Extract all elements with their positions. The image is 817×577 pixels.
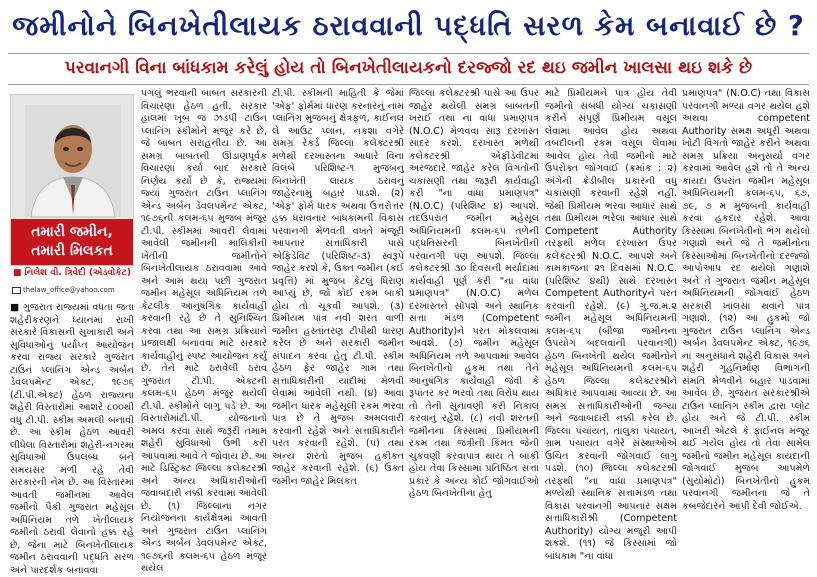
article-column-2 xyxy=(141,88,267,574)
subheadline-divider xyxy=(8,84,809,85)
article-column-5-text: માટે પ્રિમીયમને પાત્ર હોય તેવી જમીનો સબંધી યોગ્ય ચકાસણી કરીને સંપૂર્ણ પ્રિમીયમ વસૂલ લેવામાં આવેલ હોય અથવા તબદીલની રકમ વસૂલ લેવામાં આવેલ હોય તેવી જમીનો માટે ઉપરોક્ત જોગવાઈ (ક્રમાંક : ૨) અંગેની ક્રેડીબીલ પ્રકારની વધુ ચકાસણી કરવાની રહેશે નહીં. જેથી પ્રિમીયમ ભરવા આધાર સાથે તથા પ્રિમીયમ ભરેલા આધાર સાથે Competent Authority તરફથી મળેલ દરખાસ્ત ઉપર કલેક્ટરશ્રી N.O.C. આપશે અને કામકાજના ૨૧ દિવસમાં N.O.C.(પરિશિષ્ટ ૪થી) સાથે દરખાસ્ત Competent Authorityને પરત કરવાની રહેશે. (૯) ગુ.જ.મ.૨ જમીન મહેસૂલ અધિનિયમની કલમ-૬૫ (બીજા જમીનના ઉપયોગ બદલવાની પરવાનગી) હેઠળ બિનખેતી થયેલ જમીનોને મહેસૂલ અધિનિયમની કલમ-૬૫ હેઠળ જિલ્લા કલેક્ટરશ્રીને અધિકાર આપવામાં આવ્યા છે. આ સમગ્ર સત્તાધિકારીઓની જગ્યા અને જવાબદારી નક્કી કરેલ છે. જિલ્લા પંચાયત, તાલુકા પંચાયત, ગ્રામ પંચાયત વગેરે સંસ્થાઓએ ઉચિત કરવાની જોગવાઈ લાગુ પડશે. (૧૦) જિલ્લા કલેક્ટરશ્રી તરફથી "ના વાંધા પ્રમાણપત્ર" મળ્યેથી સ્થાનિક સત્તામંડળ તથા વિકાસ પરવાનગી આપનાર સક્ષમ સત્તાધિકારીશ્રી (Competent Authority) યોગ્ય મંજૂરી આપી શકશે. (૧૧) જે કિસ્સામાં જો બાંધકામ "ના વાંધા xyxy=(545,88,677,562)
article-column-4 xyxy=(409,88,539,499)
article-column-6-text: પ્રમાણપત્ર" (N.O.C) તથા વિકાસ પરવાનગી મળ્યા વગર થયેલ હશે અથવા competent Authority સમક્ષ અધૂરી અથવા ખોટી વિગતો જાહેર કરીને અથવા સમગ્ર પ્રક્રિયા અનુસર્યા વગર કરવામાં આવેલ હશે તો તે અન્ય કાયદા ઉપરાંત જમીન મહેસૂલ અધિનિયમની કલમ-૬૫, ૬૭, ૭૯, ૭ મ મુજબની કાર્યવાહી કરવા હકદાર રહેશે. આવા કિસ્સામાં બિનખેતીનો ભંગ થયેલો ગણાશે અને જે તે જમીનોના કિસ્સાઓમાં બિનખેતીનો દરજ્જો આપોઆપ રદ થયેલો ગણાશે અને તે ગુજરાત જમીન મહેસૂલ અધિનિયમની જોગવાઈ હેઠળ સરકારી ખાલસા થવાને પાત્ર ગણાશે. (૧૨) આ હુકમો જો ગુજરાત ટાઉન પ્લાનિંગ એન્ડ અર્બન ડેવલપમેન્ટ એક્ટ, ૧૯૭૬ ના અનુસંધાને શહેરી વિકાસ અને શહેરી ગૃહનિર્માણ વિભાગની સંમતિ મેળવીને બહાર પાડવામાં આવેલ છે. ગુજરાત સરકારશ્રીએ ટાઉન પ્લાનિંગ સ્કીમ દ્વારા પ્લોટ હોય અને જે ટી.પી. સ્કીમ આખરી એટલે કે ફાઈનલ મંજૂર થઈ ગયેલ હોય તો તેવાં સામેલ જમીનો જમીન મહેસૂલ કાયદાની જોગવાઈ મુજબ આપમેળે (સુયોમોટો) બિનખેતીનો હુકમ પરવાનગી જમીનના જે તે કબજેદારને આપી દેવી જોઈએ. xyxy=(682,88,810,512)
article-column-1-text: ■ ગુજરાત રાજ્યમાં વધતા જતા શહેરીકરણને ધ્યાનમાં રાખી સરકારે વિકાસની સુખાકારી અને સુવિધાઓનું પર્યાપ્ત આયોજન કરવા રાજ્ય સરકારે ગુજરાત ટાઉન પ્લાનિંગ એન્ડ અર્બન ડેવલપમેન્ટ એક્ટ, ૧૯૭૬ (ટી.પી.એક્ટ) હેઠળ રાજ્યના શહેરી વિસ્તારોમાં આશરે ૮૦૦થી વધુ ટી.પી. સ્કીમ અમલી બનાવી છે. આ સ્કીમ હેઠળ આવરી લીધેલા વિસ્તારોમાં શહેરી-નગરમાં સુવિધાઓ ઉપલબ્ધ બને સમયસર મળી રહે તેવી સરકારની નેમ છે. આ વિસ્તારમાં આવતી જમીનમાં આવેલ જમીનો પૈકી ગુજરાત મહેસૂલ અધિનિયમ તળે ખેતીલાયક જમીનો ઠરાવી લેવાનો હક્ક રહે છે, જેના માટે બિનખેતીલાયક જમીન ઠરાવવાની પદ્ધતિ સરળ અને પારદર્શક બનાવવા xyxy=(10,302,134,576)
article-column-6 xyxy=(682,88,810,512)
article-column-3-text: ટી.પી. સ્કીમની માહિતી કે જેમાં 'એફ' ફોર્મમાં ધારણ કરનારનું નામ પ્લાનિંગ મુજબનું ક્ષેત્રફળ, કાઈનલ લે આઉટ પ્લાન, નકશા વગેરે સમગ્ર રેકર્ડ જિલ્લા કલેક્ટરશ્રી મળેથી દરખાસ્તના આધારે વિના વિલંબે પરિશિષ્ટ-૧ મુજબનું બિનખેતી લાયક ઠરાવનું જાહેરનામું બહાર પાડશે. (૨) 'એફ' ફોર્મ ધારક અથવા ઉત્તરોત્તર હક્ક ધરાવનાર બાંધકામની વિકાસ પરવાનગી મેળવતી વખતે મંજૂરી આપનાર સત્તાધિકારી પાસે એફિડેવિટ (પરિશિષ્ટ-૩) સ્વરૂપે જાહેર કરશે કે, ઉક્ત જમીન (કઈ પ્રવૃત્તિ) માં મુજબ કેટલું ધિરાણ આપ્યું છે, જો કોઈ રકમ બાકી હોય તો ચૂકવી આપશે. (૩) પ્રિમીયમ પાત્ર નવી શરત વાળી જમીન હસ્તાંતરણ ટીપીથી ધારણ કરેલ છે અને સરકારી જમીન સંપાદન કરવા હેતુ ટી.પી. સ્કીમ હેઠળ ફેર જાહેર ગામ તથા સત્તાધિકારીની યાદીમાં મેળવી લેવામાં આવેલી નથી. (૪) આવા જમીન ધારક મહેસૂલી રકમ ભરવા પાત્ર છે તે મુજબ અમલવારી કરવાની રહેશે અને સત્તાધિકારીને પરત કરવાની રહેશે. (૫) તથા અન્ય શરતો મુજબ હકીકત જાહેર કરવાની રહેશે. (૬) ઉક્ત જમીન જાહેર મિલકત xyxy=(272,88,404,487)
column-title-line2: તમારી મિલકત xyxy=(31,243,113,259)
subheadline-text: પરવાનગી વિના બાંધકામ કરેલું હોય તો બિનખેતીલાયકનો દરજ્જો રદ થઇ જમીન ખાલસા થઇ શકે છે xyxy=(64,58,753,78)
column-title-line1: તમારી જમીન, xyxy=(31,224,113,240)
article-column-2-text: પગલું ભરવાની બાબત સરકારની વિચારણા હેઠળ હતી. સરકાર હાલમાં ખૂબ જ ઝડપી ટાઉન પ્લાનિંગ સ્કીમોને મંજૂર કરે છે, જે બાબત સરાહનીય છે. આ સમગ્ર બાબતની ઊંડાણપૂર્વક વિચારણા કર્યા બાદ સરકારે નિર્ણય કર્યો છે કે, રાજ્યમાં જ્યાં ગુજરાત ટાઉન પ્લાનિંગ એન્ડ અર્બન ડેવલપમેન્ટ એક્ટ, ૧૯૭૬ની કલમ-૬૫ મુજબ મંજૂર ટી.પી. સ્કીમમાં આવરી લેવામાં આવેલી જમીનની માલિકીની ખેતીની જમીનોને બિનખેતીલાયક ઠરાવવામાં આવે અને આમ થયા પછી ગુજરાત જમીન મહેસૂલ અધિનિયમ તળે કેટલીક આનુષંગિક કાર્યવાહી કરવાની રહે છે તે સુનિશ્ચિત કરવા તથા આ સમગ્ર પ્રક્રિયાને પ્રજાલક્ષી બનાવવા માટે સરકારે કાર્યવાહીનું સ્પષ્ટ આયોજન કર્યું છે. તેને માટે ઠરાવેલી ઠરાવ ગુજરાત ટી.પી. એક્ટની કલમ-૬૫ હેઠળ મંજૂર થયેલી ટી.પી. સ્કીમોને લાગુ પડે છે. આ વિસ્તારોમાંટી.પી. યોજનાનો અમલ કરવા સાથે જરૂરી તમામ શહેરી સુવિધાઓ ઉભી કરી આપવામાં આવે તે જોવાય છે. આ માટે ડિસ્ટ્રિક્ટ જિલ્લા કલેક્ટરશ્રી અને અન્ય અધિકારીઓની જવાબદારી નક્કી કરવામાં આવેલી છે. (૧) જિલ્લાના નગર નિયોજનના કાર્યક્ષેત્રમાં આવતી અને ગુજરાત ટાઉન પ્લાનિંગ એન્ડ અર્બન ડેવલપમેન્ટ એક્ટ, ૧૯૭૬ની કલમ-૬૫ હેઠળ મંજૂર થયેલ xyxy=(141,88,267,574)
author-email xyxy=(12,286,132,294)
headline-text: જમીનોને બિનખેતીલાયક ઠરાવવાની પદ્ધતિ સરળ કેમ બનાવાઈ છે ? xyxy=(12,9,805,42)
headline xyxy=(0,0,817,52)
column-title xyxy=(11,219,133,265)
article-column-4-text: જિલ્લા કલેક્ટરશ્રી પાસે આ ઉપર જાહેર થયેલી સમગ્ર બાબતની ખરાઈ તથા ના વાંધા પ્રમાણપત્ર (N.O.C) મેળવવા સારૂ દરખાસ્ત સાદર કરશે. દરખાસ્ત મળેથી કલેક્ટરશ્રી એફીડેવીટમાં અરજદારે જાહેર કરેલ વિગતોની ચકાસણી તથા જરૂરી કાર્યવાહી કરી "ના વાંધા પ્રમાણપત્ર" (N.O.C) (પરિશિષ્ટ ૪) આપશે. તદઉપરાંત જમીન મહેસૂલ અધિનિયમની કલમ-૬૫ તળેની પદ્ધતિસરની બિનખેતીની પરવાનગી પણ આપશે. જિલ્લા કલેક્ટરશ્રી ૩૦ દિવસની મર્યાદામાં કાર્યવાહી પૂર્ણ કરી "ના વાંધા પ્રમાણપત્ર" (N.O.C) મળેલ દરખાસ્તને સોંપશે અને સ્થાનિક સત્તા મંડળ (Competent Authority)ને પરત મોકલવામાં આવશે. (૭) જમીન મહેસૂલ અધિનિયમ તળે આપવામાં આવેલ બિનખેતીનો હુકમ તથા તેને આનુષંગિક કાર્યવાહી જેવી કે રૂપાંતર કર ભરવો તથા વિરોધ થાય તો તેની સુનાવણી કરી નિકાલ કરવાનું રહેશે. (૮) નવી શરતની જમીનના કિસ્સામાં પ્રિમીયમની રકમ તથા જંત્રીની કિંમત જેની ચુકવણી કરવાપાત્ર થાય તે બાકી હોય તેવા કિસ્સામાં પ્રતિષ્ઠિત સત્તા પ્રકાર કે અન્ય કોઈ જોગવાઈઓ હેઠળ બિનખેતીના હેતુ xyxy=(409,88,539,499)
article-column-5 xyxy=(545,88,677,562)
author-box xyxy=(10,94,134,266)
article-column-3 xyxy=(272,88,404,488)
article-column-1 xyxy=(10,302,134,576)
headline-divider xyxy=(8,53,809,54)
author-byline: ■ નિલેશ વી. ત્રિવેદી (એડવોકેટ) xyxy=(12,268,131,278)
author-email-text: thelaw_office@yahoo.com xyxy=(23,286,115,294)
subheadline xyxy=(0,55,817,81)
author-photo xyxy=(25,105,121,217)
mail-icon xyxy=(12,287,21,294)
